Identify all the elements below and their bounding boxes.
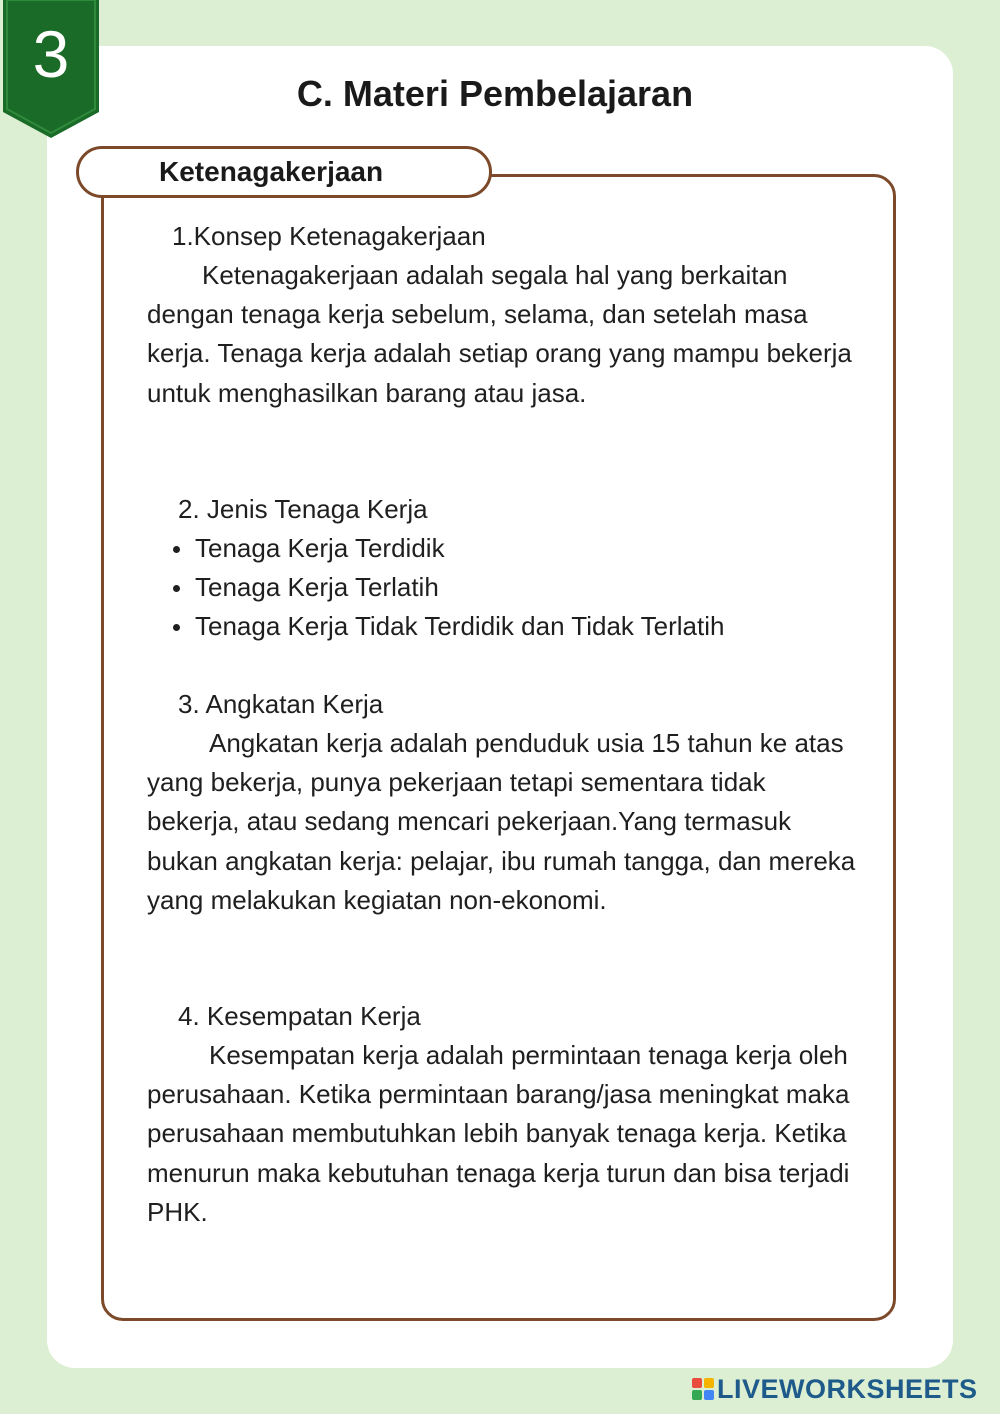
- bullet-icon: [173, 546, 180, 553]
- brand-name: LIVEWORKSHEETS: [717, 1374, 978, 1404]
- section-1-heading: 1.Konsep Ketenagakerjaan: [172, 221, 486, 251]
- section-4-paragraph: Kesempatan kerja adalah permintaan tenaga kerja oleh perusahaan. Ketika permintaan barang/jasa meningkat maka perusahaan membutuhkan lebih banyak tenaga kerja. Ketika menurun maka kebutuhan tenaga kerja turun dan bisa terjadi PHK.: [147, 1040, 850, 1227]
- list-item: Tenaga Kerja Terlatih: [147, 568, 724, 607]
- bullet-icon: [173, 585, 180, 592]
- section-number: 3: [32, 17, 70, 91]
- topic-tab-label: Ketenagakerjaan: [159, 156, 384, 187]
- liveworksheets-logo-icon: [692, 1378, 714, 1400]
- section-number-ribbon: [3, 0, 99, 138]
- list-item: Tenaga Kerja Tidak Terdidik dan Tidak Terlatih: [147, 607, 724, 646]
- bullet-icon: [173, 624, 180, 631]
- section-2-heading: 2. Jenis Tenaga Kerja: [178, 494, 428, 524]
- section-3-heading: 3. Angkatan Kerja: [178, 689, 384, 719]
- section-4-heading: 4. Kesempatan Kerja: [178, 1001, 421, 1031]
- page-title: C. Materi Pembelajaran: [296, 73, 694, 114]
- section-1-paragraph: Ketenagakerjaan adalah segala hal yang berkaitan dengan tenaga kerja sebelum, selama, dan setelah masa kerja. Tenaga kerja adalah setiap orang yang mampu bekerja untuk menghasilkan barang atau jasa.: [147, 260, 852, 408]
- list-item: Tenaga Kerja Terdidik: [147, 529, 724, 568]
- labor-types-list: [147, 529, 724, 646]
- section-3-paragraph: Angkatan kerja adalah penduduk usia 15 tahun ke atas yang bekerja, punya pekerjaan tetapi sementara tidak bekerja, atau sedang mencari pekerjaan.Yang termasuk bukan angkatan kerja: pelajar, ibu rumah tangga, dan mereka yang melakukan kegiatan non-ekonomi.: [147, 728, 856, 915]
- brand-logo[interactable]: [692, 1374, 978, 1404]
- topic-tab: [76, 146, 492, 198]
